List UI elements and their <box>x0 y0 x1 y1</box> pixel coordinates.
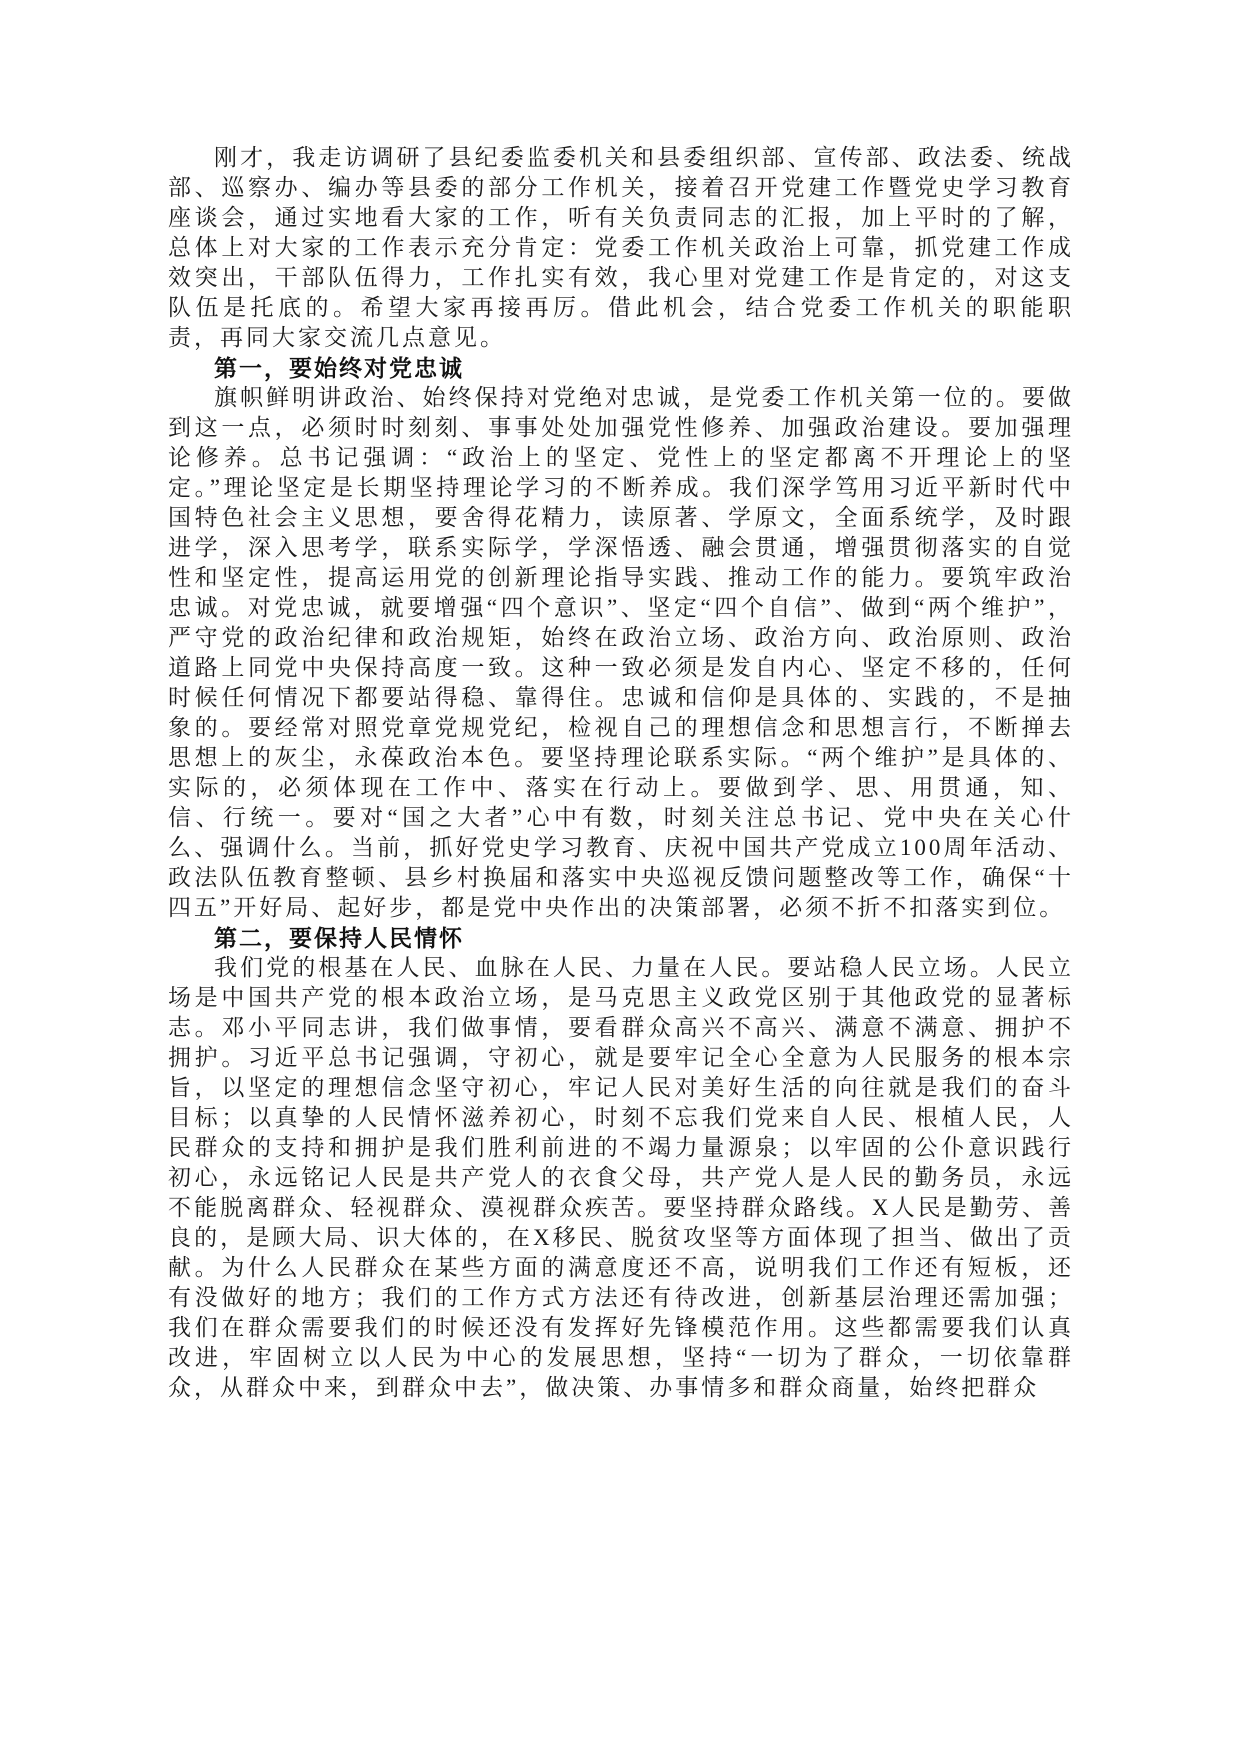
document-body <box>168 143 1074 1403</box>
section-heading-2: 第二，要保持人民情怀 <box>214 925 464 951</box>
paragraph-intro: 刚才，我走访调研了县纪委监委机关和县委组织部、宣传部、政法委、统战部、巡察办、编办等县委的部分工作机关，接着召开党建工作暨党史学习教育座谈会，通过实地看大家的工作，听有关负责同志的汇报，加上平时的了解，总体上对大家的工作表示充分肯定：党委工作机关政治上可靠，抓党建工作成效突出，干部队伍得力，工作扎实有效，我心里对党建工作是肯定的，对这支队伍是托底的。希望大家再接再厉。借此机会，结合党委工作机关的职能职责，再同大家交流几点意见。 <box>168 145 1074 350</box>
paragraph-section-1: 旗帜鲜明讲政治、始终保持对党绝对忠诚，是党委工作机关第一位的。要做到这一点，必须时时刻刻、事事处处加强党性修养、加强政治建设。要加强理论修养。总书记强调：“政治上的坚定、党性上的坚定都离不开理论上的坚定。”理论坚定是长期坚持理论学习的不断养成。我们深学笃用习近平新时代中国特色社会主义思想，要舍得花精力，读原著、学原文，全面系统学，及时跟进学，深入思考学，联系实际学，学深悟透、融会贯通，增强贯彻落实的自觉性和坚定性，提高运用党的创新理论指导实践、推动工作的能力。要筑牢政治忠诚。对党忠诚，就要增强“四个意识”、坚定“四个自信”、做到“两个维护”，严守党的政治纪律和政治规矩，始终在政治立场、政治方向、政治原则、政治道路上同党中央保持高度一致。这种一致必须是发自内心、坚定不移的，任何时候任何情况下都要站得稳、靠得住。忠诚和信仰是具体的、实践的，不是抽象的。要经常对照党章党规党纪，检视自己的理想信念和思想言行，不断掸去思想上的灰尘，永葆政治本色。要坚持理论联系实际。“两个维护”是具体的、实际的，必须体现在工作中、落实在行动上。要做到学、思、用贯通，知、信、行统一。要对“国之大者”心中有数，时刻关注总书记、党中央在关心什么、强调什么。当前，抓好党史学习教育、庆祝中国共产党成立100周年活动、政法队伍教育整顿、县乡村换届和落实中央巡视反馈问题整改等工作，确保“十四五”开好局、起好步，都是党中央作出的决策部署，必须不折不扣落实到位。 <box>168 385 1074 920</box>
section-heading-1: 第一，要始终对党忠诚 <box>214 355 464 381</box>
paragraph-section-2: 我们党的根基在人民、血脉在人民、力量在人民。要站稳人民立场。人民立场是中国共产党的根本政治立场，是马克思主义政党区别于其他政党的显著标志。邓小平同志讲，我们做事情，要看群众高兴不高兴、满意不满意、拥护不拥护。习近平总书记强调，守初心，就是要牢记全心全意为人民服务的根本宗旨，以坚定的理想信念坚守初心，牢记人民对美好生活的向往就是我们的奋斗目标；以真挚的人民情怀滋养初心，时刻不忘我们党来自人民、根植人民，人民群众的支持和拥护是我们胜利前进的不竭力量源泉；以牢固的公仆意识践行初心，永远铭记人民是共产党人的衣食父母，共产党人是人民的勤务员，永远不能脱离群众、轻视群众、漠视群众疾苦。要坚持群众路线。X人民是勤劳、善良的，是顾大局、识大体的，在X移民、脱贫攻坚等方面体现了担当、做出了贡献。为什么人民群众在某些方面的满意度还不高，说明我们工作还有短板，还有没做好的地方；我们的工作方式方法还有待改进，创新基层治理还需加强；我们在群众需要我们的时候还没有发挥好先锋模范作用。这些都需要我们认真改进，牢固树立以人民为中心的发展思想，坚持“一切为了群众，一切依靠群众，从群众中来，到群众中去”，做决策、办事情多和群众商量，始终把群众 <box>168 955 1074 1400</box>
